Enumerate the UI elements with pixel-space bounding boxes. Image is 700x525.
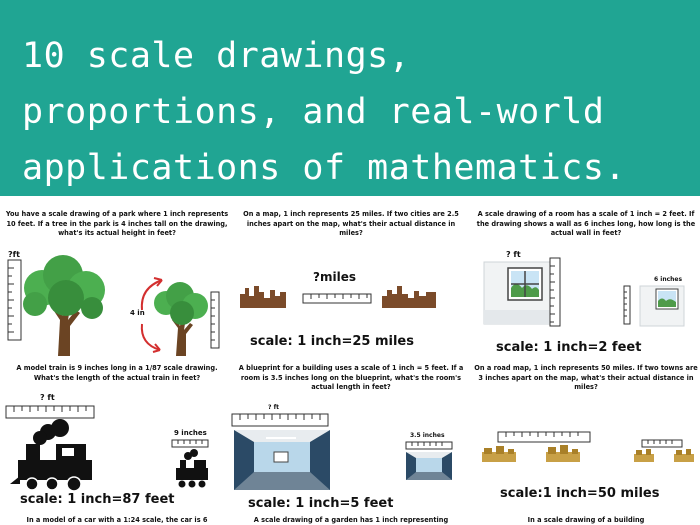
- ruler-small-icon: [642, 440, 682, 447]
- tree-icon: [23, 255, 105, 356]
- park-illustration: [0, 258, 232, 358]
- train-unknown-label: ? ft: [40, 393, 55, 402]
- train-measure-label: 9 inches: [174, 429, 207, 437]
- question-partial: In a scale drawing of a building: [527, 516, 645, 524]
- question-room: A scale drawing of a room has a scale of 1 inch = 2 feet. If the drawing shows a wall as 6 inches long, how long is the actual wall in feet?: [476, 210, 696, 238]
- park-measure-label: 4 in: [130, 309, 145, 317]
- room-interior-small-icon: [406, 452, 452, 480]
- town-icon: [546, 445, 580, 462]
- ruler-icon: [303, 294, 371, 303]
- title-banner: [0, 0, 700, 196]
- ruler-small-icon: [406, 442, 452, 449]
- map-unknown-label: ?miles: [313, 270, 356, 284]
- road-illustration: [478, 430, 698, 466]
- train-icon: [10, 419, 92, 491]
- question-blueprint: A blueprint for a building uses a scale of 1 inch = 5 feet. If a room is 3.5 inches long on the blueprint, what's the room's actual length in feet?: [238, 364, 464, 392]
- question-car: In a model of a car with a 1:24 scale, the car is 6: [26, 516, 208, 524]
- ruler-small-icon: [172, 440, 208, 447]
- ruler-small-icon: [624, 286, 630, 324]
- room-illustration: [480, 258, 696, 330]
- blueprint-illustration: [230, 412, 466, 494]
- scale-train: scale: 1 inch=87 feet: [20, 492, 175, 507]
- room-measure-label: 6 inches: [654, 276, 683, 283]
- title-line-2: proportions, and real-world: [22, 92, 605, 132]
- title-line-1: 10 scale drawings,: [22, 36, 411, 76]
- ruler-small-icon: [211, 292, 219, 348]
- question-road: On a road map, 1 inch represents 50 miles. If two towns are 3 inches apart on the map, what's their actual distance in miles?: [474, 364, 698, 392]
- question-train: A model train is 9 inches long in a 1/87 scale drawing. What's the length of the actual train in feet?: [16, 364, 218, 382]
- ruler-icon: [550, 258, 560, 326]
- scale-room: scale: 1 inch=2 feet: [496, 340, 642, 355]
- city-skyline-icon: [382, 286, 436, 308]
- train-illustration: [0, 402, 232, 492]
- title-line-3: applications of mathematics.: [22, 148, 627, 188]
- map-illustration: [236, 282, 442, 312]
- train-small-icon: [176, 449, 208, 488]
- ruler-icon: [232, 414, 328, 426]
- question-park: You have a scale drawing of a park where 1 inch represents 10 feet. If a tree in the park is 4 inches tall on the drawing, what's its actual height in feet?: [5, 210, 229, 238]
- town-icon: [482, 446, 516, 462]
- scale-blueprint: scale: 1 inch=5 feet: [248, 496, 394, 511]
- park-unknown-label: ?ft: [8, 250, 20, 259]
- ruler-icon: [8, 260, 21, 340]
- question-garden: A scale drawing of a garden has 1 inch representing: [253, 516, 449, 524]
- room-window-icon: [484, 262, 550, 324]
- scale-map: scale: 1 inch=25 miles: [250, 334, 414, 349]
- room-interior-icon: [234, 430, 330, 490]
- blueprint-measure-label: 3.5 inches: [410, 432, 445, 439]
- question-map: On a map, 1 inch represents 25 miles. If two cities are 2.5 inches apart on the map, what's their actual distance in miles?: [243, 210, 459, 238]
- room-window-small-icon: [640, 286, 684, 326]
- tree-small-icon: [154, 282, 208, 356]
- room-unknown-label: ? ft: [506, 250, 521, 259]
- ruler-icon: [6, 406, 94, 418]
- ruler-icon: [498, 432, 590, 442]
- city-skyline-icon: [240, 286, 286, 308]
- blueprint-unknown-label: ? ft: [268, 404, 280, 411]
- town-small-icon: [634, 449, 694, 462]
- scale-road: scale:1 inch=50 miles: [500, 486, 660, 501]
- page-title: [22, 28, 626, 196]
